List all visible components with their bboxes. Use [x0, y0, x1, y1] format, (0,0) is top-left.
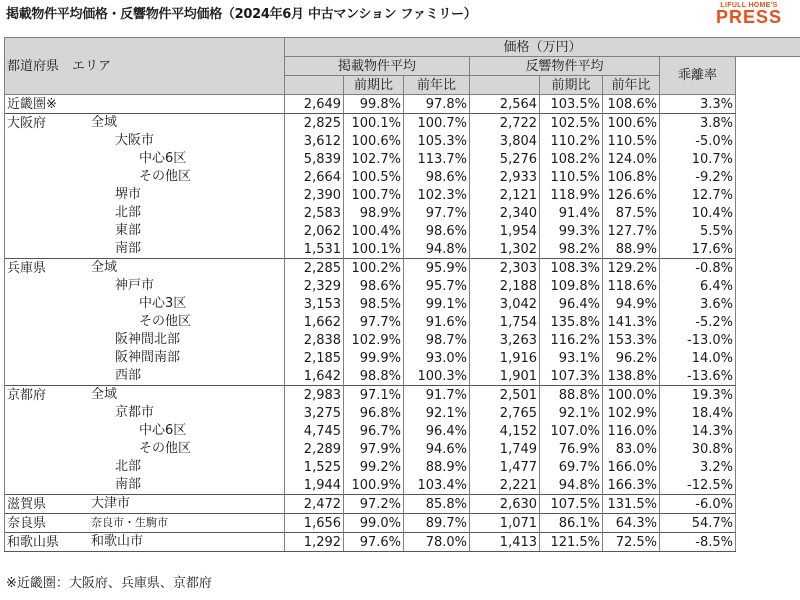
inquiry-yoy-cell: 126.6%	[603, 186, 660, 204]
gap-rate-cell: 12.7%	[660, 186, 736, 204]
gap-rate-cell: 14.3%	[660, 422, 736, 440]
inquiry-yoy-cell: 166.0%	[603, 458, 660, 476]
inquiry-qoq-cell: 110.5%	[540, 168, 603, 186]
listed-price-cell: 1,642	[285, 367, 344, 386]
listed-qoq-cell: 98.5%	[344, 295, 404, 313]
gap-rate-cell: 54.7%	[660, 514, 736, 533]
gap-rate-cell: 10.4%	[660, 204, 736, 222]
listed-yoy-cell: 91.6%	[404, 313, 470, 331]
header-inquiry-yoy: 前年比	[603, 76, 660, 95]
page-title: 掲載物件平均価格・反響物件平均価格（2024年6月 中古マンション ファミリー）	[6, 7, 477, 22]
header-region: 都道府県 エリア	[5, 38, 285, 95]
listed-price-cell: 2,062	[285, 222, 344, 240]
table-row	[5, 440, 800, 458]
price-table	[4, 37, 800, 552]
logo-line2: PRESS	[715, 7, 783, 27]
area-label: 南部	[115, 241, 142, 256]
listed-qoq-cell: 102.7%	[344, 150, 404, 168]
table-row	[5, 476, 800, 495]
area-label: 全域	[91, 260, 118, 275]
prefecture-cell: 京都府 全域	[5, 386, 285, 405]
inquiry-qoq-cell: 76.9%	[540, 440, 603, 458]
listed-yoy-cell: 98.7%	[404, 331, 470, 349]
table-row	[5, 259, 800, 278]
prefecture-cell	[5, 367, 285, 386]
prefecture-cell	[5, 132, 285, 150]
gap-rate-cell: 17.6%	[660, 240, 736, 259]
area-label: 京都市	[115, 405, 155, 420]
listed-qoq-cell: 97.9%	[344, 440, 404, 458]
inquiry-qoq-cell: 108.2%	[540, 150, 603, 168]
listed-yoy-cell: 100.3%	[404, 367, 470, 386]
area-label: 北部	[115, 459, 142, 474]
listed-yoy-cell: 103.4%	[404, 476, 470, 495]
prefecture-cell	[5, 331, 285, 349]
listed-qoq-cell: 98.8%	[344, 367, 404, 386]
inquiry-qoq-cell: 121.5%	[540, 533, 603, 552]
inquiry-yoy-cell: 138.8%	[603, 367, 660, 386]
gap-rate-cell: 19.3%	[660, 386, 736, 405]
inquiry-qoq-cell: 98.2%	[540, 240, 603, 259]
area-label: 神戸市	[115, 278, 155, 293]
inquiry-price-cell: 2,564	[470, 95, 540, 114]
table-row	[5, 168, 800, 186]
area-label: 大津市	[91, 496, 131, 511]
listed-price-cell: 1,525	[285, 458, 344, 476]
prefecture-cell	[5, 204, 285, 222]
inquiry-qoq-cell: 118.9%	[540, 186, 603, 204]
table-row	[5, 533, 800, 552]
area-label: 中心6区	[139, 423, 187, 438]
prefecture-cell	[5, 440, 285, 458]
inquiry-yoy-cell: 96.2%	[603, 349, 660, 367]
listed-price-cell: 2,983	[285, 386, 344, 405]
gap-rate-cell: -0.8%	[660, 259, 736, 278]
area-label: 中心6区	[139, 151, 187, 166]
inquiry-yoy-cell: 153.3%	[603, 331, 660, 349]
listed-qoq-cell: 99.9%	[344, 349, 404, 367]
inquiry-price-cell: 1,413	[470, 533, 540, 552]
inquiry-yoy-cell: 124.0%	[603, 150, 660, 168]
inquiry-qoq-cell: 102.5%	[540, 114, 603, 133]
listed-price-cell: 2,285	[285, 259, 344, 278]
inquiry-price-cell: 2,121	[470, 186, 540, 204]
gap-rate-cell: 3.8%	[660, 114, 736, 133]
inquiry-price-cell: 1,916	[470, 349, 540, 367]
listed-qoq-cell: 100.9%	[344, 476, 404, 495]
gap-rate-cell: -8.5%	[660, 533, 736, 552]
listed-qoq-cell: 97.6%	[344, 533, 404, 552]
inquiry-price-cell: 2,722	[470, 114, 540, 133]
inquiry-yoy-cell: 100.0%	[603, 386, 660, 405]
inquiry-price-cell: 2,303	[470, 259, 540, 278]
header-inquiry-qoq: 前期比	[540, 76, 603, 95]
listed-qoq-cell: 97.1%	[344, 386, 404, 405]
table-row	[5, 277, 800, 295]
area-label: 阪神間北部	[115, 332, 181, 347]
inquiry-price-cell: 1,901	[470, 367, 540, 386]
listed-yoy-cell: 97.7%	[404, 204, 470, 222]
inquiry-qoq-cell: 93.1%	[540, 349, 603, 367]
prefecture-cell	[5, 150, 285, 168]
listed-yoy-cell: 98.6%	[404, 222, 470, 240]
area-label: その他区	[139, 169, 192, 184]
listed-qoq-cell: 100.1%	[344, 114, 404, 133]
header-inquiry: 反響物件平均	[470, 57, 660, 76]
gap-rate-cell: -6.0%	[660, 495, 736, 514]
listed-qoq-cell: 99.0%	[344, 514, 404, 533]
listed-yoy-cell: 99.1%	[404, 295, 470, 313]
listed-qoq-cell: 96.8%	[344, 404, 404, 422]
listed-qoq-cell: 100.7%	[344, 186, 404, 204]
gap-rate-cell: -5.2%	[660, 313, 736, 331]
listed-yoy-cell: 95.7%	[404, 277, 470, 295]
inquiry-qoq-cell: 91.4%	[540, 204, 603, 222]
listed-qoq-cell: 99.2%	[344, 458, 404, 476]
inquiry-qoq-cell: 108.3%	[540, 259, 603, 278]
prefecture-cell	[5, 349, 285, 367]
listed-price-cell: 2,825	[285, 114, 344, 133]
inquiry-yoy-cell: 87.5%	[603, 204, 660, 222]
inquiry-yoy-cell: 141.3%	[603, 313, 660, 331]
inquiry-qoq-cell: 135.8%	[540, 313, 603, 331]
inquiry-qoq-cell: 99.3%	[540, 222, 603, 240]
inquiry-yoy-cell: 127.7%	[603, 222, 660, 240]
gap-rate-cell: 18.4%	[660, 404, 736, 422]
area-label: 堺市	[115, 187, 142, 202]
inquiry-yoy-cell: 110.5%	[603, 132, 660, 150]
prefecture-cell: 兵庫県 全域	[5, 259, 285, 278]
listed-price-cell: 2,583	[285, 204, 344, 222]
listed-price-cell: 3,153	[285, 295, 344, 313]
header-listed-price	[285, 76, 344, 95]
listed-qoq-cell: 100.5%	[344, 168, 404, 186]
table-row	[5, 458, 800, 476]
prefecture-cell	[5, 476, 285, 495]
listed-yoy-cell: 95.9%	[404, 259, 470, 278]
area-label: その他区	[139, 314, 192, 329]
table-row	[5, 386, 800, 405]
inquiry-qoq-cell: 103.5%	[540, 95, 603, 114]
inquiry-yoy-cell: 94.9%	[603, 295, 660, 313]
listed-yoy-cell: 78.0%	[404, 533, 470, 552]
prefecture-cell: 滋賀県 大津市	[5, 495, 285, 514]
table-row	[5, 132, 800, 150]
prefecture-cell	[5, 222, 285, 240]
listed-qoq-cell: 97.2%	[344, 495, 404, 514]
inquiry-qoq-cell: 109.8%	[540, 277, 603, 295]
prefecture-cell: 奈良県 奈良市・生駒市	[5, 514, 285, 533]
listed-yoy-cell: 91.7%	[404, 386, 470, 405]
prefecture-cell	[5, 240, 285, 259]
listed-price-cell: 1,944	[285, 476, 344, 495]
listed-price-cell: 1,531	[285, 240, 344, 259]
listed-price-cell: 1,656	[285, 514, 344, 533]
listed-yoy-cell: 94.6%	[404, 440, 470, 458]
listed-yoy-cell: 113.7%	[404, 150, 470, 168]
inquiry-yoy-cell: 129.2%	[603, 259, 660, 278]
inquiry-price-cell: 1,477	[470, 458, 540, 476]
listed-price-cell: 4,745	[285, 422, 344, 440]
inquiry-yoy-cell: 102.9%	[603, 404, 660, 422]
listed-qoq-cell: 99.8%	[344, 95, 404, 114]
gap-rate-cell: -12.5%	[660, 476, 736, 495]
inquiry-qoq-cell: 107.0%	[540, 422, 603, 440]
area-label: 和歌山市	[91, 534, 144, 549]
area-label: 南部	[115, 477, 142, 492]
inquiry-price-cell: 1,754	[470, 313, 540, 331]
inquiry-price-cell: 1,749	[470, 440, 540, 458]
inquiry-price-cell: 3,042	[470, 295, 540, 313]
listed-yoy-cell: 98.6%	[404, 168, 470, 186]
listed-price-cell: 2,664	[285, 168, 344, 186]
listed-yoy-cell: 100.7%	[404, 114, 470, 133]
prefecture-cell	[5, 458, 285, 476]
inquiry-yoy-cell: 72.5%	[603, 533, 660, 552]
listed-yoy-cell: 97.8%	[404, 95, 470, 114]
listed-price-cell: 3,275	[285, 404, 344, 422]
prefecture-cell	[5, 313, 285, 331]
listed-price-cell: 5,839	[285, 150, 344, 168]
listed-price-cell: 2,185	[285, 349, 344, 367]
inquiry-qoq-cell: 96.4%	[540, 295, 603, 313]
table-row	[5, 222, 800, 240]
listed-price-cell: 1,292	[285, 533, 344, 552]
listed-price-cell: 2,329	[285, 277, 344, 295]
area-label: その他区	[139, 441, 192, 456]
inquiry-price-cell: 5,276	[470, 150, 540, 168]
prefecture-cell	[5, 404, 285, 422]
listed-yoy-cell: 105.3%	[404, 132, 470, 150]
inquiry-price-cell: 2,630	[470, 495, 540, 514]
listed-qoq-cell: 100.2%	[344, 259, 404, 278]
header-listed: 掲載物件平均	[285, 57, 470, 76]
inquiry-price-cell: 2,501	[470, 386, 540, 405]
listed-yoy-cell: 85.8%	[404, 495, 470, 514]
gap-rate-cell: 5.5%	[660, 222, 736, 240]
header-listed-qoq: 前期比	[344, 76, 404, 95]
area-label: 阪神間南部	[115, 350, 181, 365]
listed-yoy-cell: 96.4%	[404, 422, 470, 440]
inquiry-qoq-cell: 88.8%	[540, 386, 603, 405]
area-label: 東部	[115, 223, 142, 238]
gap-rate-cell: 3.2%	[660, 458, 736, 476]
inquiry-qoq-cell: 92.1%	[540, 404, 603, 422]
inquiry-price-cell: 2,340	[470, 204, 540, 222]
listed-qoq-cell: 100.6%	[344, 132, 404, 150]
inquiry-price-cell: 4,152	[470, 422, 540, 440]
prefecture-cell	[5, 422, 285, 440]
inquiry-price-cell: 2,765	[470, 404, 540, 422]
table-row	[5, 114, 800, 133]
gap-rate-cell: 10.7%	[660, 150, 736, 168]
area-label: 中心3区	[139, 296, 187, 311]
listed-qoq-cell: 100.4%	[344, 222, 404, 240]
area-label: 全域	[91, 387, 118, 402]
inquiry-yoy-cell: 166.3%	[603, 476, 660, 495]
table-row	[5, 186, 800, 204]
inquiry-qoq-cell: 107.3%	[540, 367, 603, 386]
prefecture-cell	[5, 277, 285, 295]
table-row	[5, 422, 800, 440]
table-row	[5, 514, 800, 533]
listed-yoy-cell: 88.9%	[404, 458, 470, 476]
listed-yoy-cell: 102.3%	[404, 186, 470, 204]
prefecture-cell: 大阪府 全域	[5, 114, 285, 133]
table-row	[5, 349, 800, 367]
gap-rate-cell: -9.2%	[660, 168, 736, 186]
gap-rate-cell: 30.8%	[660, 440, 736, 458]
inquiry-price-cell: 1,954	[470, 222, 540, 240]
listed-qoq-cell: 102.9%	[344, 331, 404, 349]
prefecture-cell: 和歌山県 和歌山市	[5, 533, 285, 552]
inquiry-price-cell: 2,221	[470, 476, 540, 495]
listed-price-cell: 2,289	[285, 440, 344, 458]
prefecture-cell	[5, 168, 285, 186]
area-label: 奈良市・生駒市	[91, 516, 168, 529]
inquiry-qoq-cell: 107.5%	[540, 495, 603, 514]
brand-logo	[704, 2, 794, 26]
listed-qoq-cell: 97.7%	[344, 313, 404, 331]
inquiry-qoq-cell: 116.2%	[540, 331, 603, 349]
prefecture-cell	[5, 295, 285, 313]
table-row	[5, 367, 800, 386]
listed-qoq-cell: 98.6%	[344, 277, 404, 295]
prefecture-cell: 近畿圏※	[5, 95, 285, 114]
area-label: 大阪市	[115, 133, 155, 148]
gap-rate-cell: -13.6%	[660, 367, 736, 386]
listed-yoy-cell: 89.7%	[404, 514, 470, 533]
listed-price-cell: 2,390	[285, 186, 344, 204]
inquiry-price-cell: 2,188	[470, 277, 540, 295]
table-row	[5, 204, 800, 222]
inquiry-qoq-cell: 94.8%	[540, 476, 603, 495]
gap-rate-cell: -13.0%	[660, 331, 736, 349]
table-row	[5, 331, 800, 349]
header-gap: 乖離率	[660, 57, 736, 95]
table-row	[5, 404, 800, 422]
table-row	[5, 313, 800, 331]
area-label: 北部	[115, 205, 142, 220]
gap-rate-cell: 14.0%	[660, 349, 736, 367]
table-row	[5, 295, 800, 313]
inquiry-yoy-cell: 116.0%	[603, 422, 660, 440]
inquiry-price-cell: 3,804	[470, 132, 540, 150]
prefecture-cell	[5, 186, 285, 204]
inquiry-qoq-cell: 86.1%	[540, 514, 603, 533]
inquiry-qoq-cell: 110.2%	[540, 132, 603, 150]
inquiry-yoy-cell: 131.5%	[603, 495, 660, 514]
table-body	[5, 95, 800, 552]
gap-rate-cell: -5.0%	[660, 132, 736, 150]
listed-yoy-cell: 93.0%	[404, 349, 470, 367]
logo-line1: LIFULL HOME'S	[720, 2, 778, 9]
inquiry-qoq-cell: 69.7%	[540, 458, 603, 476]
header-listed-yoy: 前年比	[404, 76, 470, 95]
listed-price-cell: 3,612	[285, 132, 344, 150]
gap-rate-cell: 6.4%	[660, 277, 736, 295]
listed-price-cell: 2,649	[285, 95, 344, 114]
inquiry-price-cell: 2,933	[470, 168, 540, 186]
area-label: 全域	[91, 115, 118, 130]
inquiry-yoy-cell: 118.6%	[603, 277, 660, 295]
table-row	[5, 240, 800, 259]
header-price: 価格（万円）	[285, 38, 800, 57]
gap-rate-cell: 3.3%	[660, 95, 736, 114]
listed-price-cell: 2,838	[285, 331, 344, 349]
table-row	[5, 150, 800, 168]
inquiry-yoy-cell: 88.9%	[603, 240, 660, 259]
table-row	[5, 95, 800, 114]
listed-qoq-cell: 96.7%	[344, 422, 404, 440]
listed-price-cell: 1,662	[285, 313, 344, 331]
listed-yoy-cell: 94.8%	[404, 240, 470, 259]
inquiry-yoy-cell: 83.0%	[603, 440, 660, 458]
listed-qoq-cell: 100.1%	[344, 240, 404, 259]
inquiry-price-cell: 1,302	[470, 240, 540, 259]
gap-rate-cell: 3.6%	[660, 295, 736, 313]
listed-qoq-cell: 98.9%	[344, 204, 404, 222]
inquiry-yoy-cell: 100.6%	[603, 114, 660, 133]
area-label: 西部	[115, 368, 142, 383]
table-row	[5, 495, 800, 514]
inquiry-yoy-cell: 106.8%	[603, 168, 660, 186]
inquiry-yoy-cell: 108.6%	[603, 95, 660, 114]
inquiry-yoy-cell: 64.3%	[603, 514, 660, 533]
header-inquiry-price	[470, 76, 540, 95]
listed-yoy-cell: 92.1%	[404, 404, 470, 422]
listed-price-cell: 2,472	[285, 495, 344, 514]
inquiry-price-cell: 1,071	[470, 514, 540, 533]
inquiry-price-cell: 3,263	[470, 331, 540, 349]
footnote: ※近畿圏：大阪府、兵庫県、京都府	[6, 576, 212, 591]
